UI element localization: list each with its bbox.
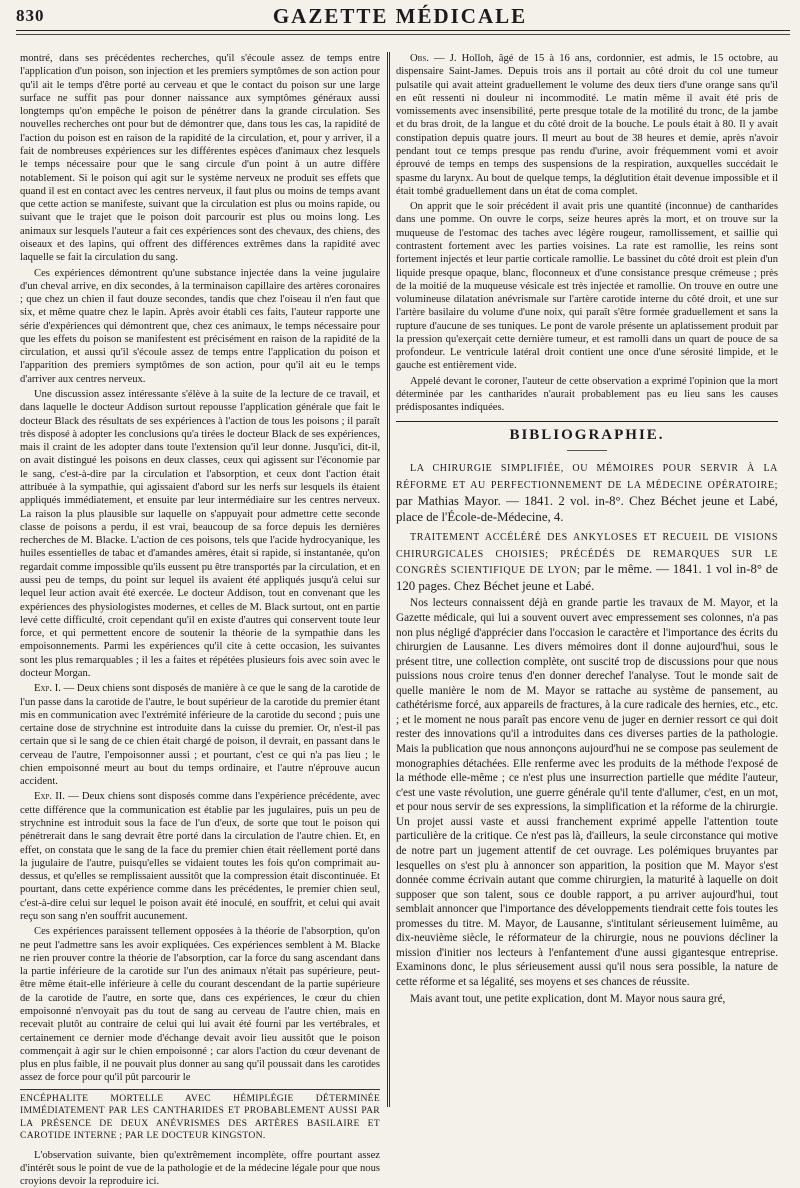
observation-text: — J. Holloh, âgé de 15 à 16 ans, cordonnier, est admis, le 15 octobre, au dispensaire Saint-James. Depuis trois ans il portait au côté droit du col une tumeur pulsatile qui avait atteint graduellement le volume des deux tiers d'une orange sans qu'il en eût ressenti ni douleur ni incommodité. Le matin même il avait été pris de vomissements avec insensibilité, perte presque totale de la motilité du tronc, de la jambe et du bras droit, de la langue et du côté droit de la bouche. Le pouls était à 80. Il y avait constipation depuis quatre jours. Il meurt au bout de 38 heures et demie, après n'avoir pendant tout ce temps presque pas rendu d'urine, avoir fréquemment vomi et avoir éprouvé de temps en temps des suspensions de la respiration, auxquelles succédait le spasme du larynx. Au bout de quelque temps, la déglutition était devenue impossible et il était tombé graduellement dans un état de coma complet. — [396, 53, 778, 197]
page-number: 830 — [16, 6, 45, 25]
bibliography-entry — [396, 528, 778, 595]
bibliography-entry — [396, 459, 778, 526]
review-text — [396, 596, 778, 1006]
experiment-one — [20, 682, 380, 788]
title-underline — [567, 450, 607, 451]
body-paragraph: L'observation suivante, bien qu'extrêmement incomplète, offre pourtant assez d'intérêt sous le point de vue de la pathologie et de la médecine légale pour que nous croyions devoir la reproduire ici. — [20, 1149, 380, 1188]
body-paragraph: Une discussion assez intéressante s'élève à la suite de la lecture de ce travail, et dans laquelle le docteur Addison surtout repousse l'application générale que fait le docteur Black des résultats de ses expériences à l'action de tous les poisons ; il paraît très disposé à adopter les conclusions qu'a tirées le docteur Black de ses expériences, mais il craint de les adopter dans toute l'extension qu'il leur donne. Jusqu'ici, dit-il, on avait distingué les poisons en deux classes, ceux qui agissent sur l'économie par le sang, c'est-à-dire par la circulation et l'absorption, et ceux dont l'action était attribuée à la sympathie, qui agissaient d'abord sur les nerfs sur lesquels ils étaient appliqués immédiatement, et ensuite par leur intermédiaire sur les centres nerveux. La raison la plus plausible sur laquelle on s'appuyait pour admettre cette seconde classe de poisons a perdu, il est vrai, beaucoup de sa force depuis les dernières recherches de M. Blacke. L'action de ces poisons, tels que l'acide hydrocyanique, les huiles essentielles de tabac et d'amandes amères, était si rapide, si instantanée, qu'on regardait comme impossible qu'ils eussent pu être transportés par la circulation, et en aussi peu de temps, du point sur lequel ils avaient été appliqués jusqu'à celui sur lequel leur action avait été exercée. Le docteur Addison, tout en convenant que les expériences des physiologistes modernes, et celles de M. Black surtout, ont en partie levé cette difficulté, croit cependant qu'il en existe d'autres qui conservent toute leur force, et qui permettent encore de soutenir la théorie de la sympathie dans les empoisonnements. Parmi les expériences qu'il cite à cette occasion, les suivantes sont les plus remarquables ; il les a faites et répétées plusieurs fois avec soin avec le docteur Morgan. — [20, 389, 380, 679]
entry-details: par le même. — 1841. 1 vol in-8° de 120 pages. Chez Béchet jeune et Labé. — [396, 562, 778, 593]
observation-label: Obs. — [410, 53, 429, 64]
experiment-label: Exp. I. — [34, 683, 61, 695]
entry-title: TRAITEMENT ACCÉLÉRÉ DES ANKYLOSES ET RECUEIL DE VISIONS CHIRURGICALES CHOISIES; PRÉCÉDÉS DE REMARQUES SUR LE CONGRÈS SCIENTIFIQUE DE LYON; — [396, 531, 778, 577]
body-paragraph: Nos lecteurs connaissent déjà en grande partie les travaux de M. Mayor, et la Gazette médicale, qui lui a souvent ouvert avec empressement ses colonnes, n'a pas non plus négligé d'apprécier dans l'occasion le caractère et l'importance des écrits du chirurgien de Lausanne. Les divers mémoires dont il donne aujourd'hui, sous le présent titre, une collection complète, ont suscité trop de discussions pour que nous puissions nous croire tenus d'en donner derechef l'analyse. Tout le monde sait de quelle manière le nom de M. Mayor se rattache au système de pansement, au cathétérisme forcé, aux appareils de fractures, à la cure radicale des hernies, etc., etc. ; et le moment ne nous paraît pas encore venu de juger en dernier ressort ce qui doit rester des innovations qu'il a introduites dans ces diverses parties de la pathologie. Mais la publication que nous annonçons aujourd'hui ne se compose pas seulement de monographies détachées. Elle renferme avec les produits de la méthode l'exposé de la méthode elle-même ; ce n'est plus une insurrection partielle que médite l'auteur, c'est une vaste révolution, une guerre générale qu'il tente d'allumer, c'est, en un mot, et pour nous servir de ses expressions, la simplification et la réforme de la chirurgie. Un projet aussi vaste et aussi franchement exprimé appelle l'attention toute particulière de la critique. Ce n'est pas là, d'ailleurs, la seule circonstance qui motive de notre part un jugement attentif de cet ouvrage. Les polémiques bruyantes par lesquelles on s'est plu à annoncer son apparition, la position que M. Mayor s'est donnée comme écrivain autant que comme chirurgien, la maturité à laquelle on doit supposer que son talent, sous ce double rapport, a pu arriver aujourd'hui, tout semblait annoncer que l'importance des développements tiendrait cette fois toutes les promesses du titre. M. Mayor, de Lausanne, s'intitulant sérieusement luimême, au dix-neuvième siècle, le réformateur de la chirurgie, nous ne pouvions décliner la mission d'initier nos lecteurs à l'enfantement d'une aussi gigantesque entreprise. Examinons donc, le plus sérieusement aussi qu'il nous sera possible, la nature de cette réforme et sa légalité, ses moyens et ses chances de réussite. — [396, 597, 778, 989]
experiment-text: — Deux chiens sont disposés de manière à ce que le sang de la carotide de l'un passe dans la carotide de l'autre, le bout supérieur de la carotide du premier étant mis en communication avec l'extrémité inférieure de la carotide du second ; puis une certaine dose de strychnine est introduite dans la cuisse du premier. Or, n'est-il pas certain que si le sang de ce chien était chargé de poison, il devrait, en passant dans le cerveau de l'autre, l'empoisonner aussi ; et pourtant, c'est ce qui n'a pas lieu ; le chien empoisonné meurt au bout du temps ordinaire, et l'autre n'éprouve aucun accident. — [20, 683, 380, 788]
experiment-label: Exp. II. — [34, 791, 65, 803]
column-divider — [387, 52, 390, 1107]
section-rule — [396, 421, 778, 422]
journal-title: GAZETTE MÉDICALE — [272, 4, 528, 28]
experiment-two — [20, 790, 380, 923]
body-paragraph: Appelé devant le coroner, l'auteur de cette observation a exprimé l'opinion que la mort déterminée par les cantharides n'aurait probablement pas eu lieu sans les causes prédisposantes indiquées. — [396, 375, 778, 414]
body-paragraph: Ces expériences paraissent tellement opposées à la théorie de l'absorption, qu'on ne peut l'admettre sans les avoir expliquées. Ces expériences semblent à M. Blacke ne rien prouver contre la théorie de l'absorption, car la force du sang ascendant dans la partie inférieure de la carotide sur l'un des animaux n'était pas supérieure, peut-être même était-elle inférieure à celle du courant descendant de la partie supérieure de la carotide de l'autre, en sorte que, dans ces expériences, le cœur du chien empoisonné n'envoyait pas du tout de sang au cerveau de l'autre chien, mais en recevait plutôt au contraire de celui qui lui avait été fourni par les vertébrales, et certainement ce dernier mode d'échange devait avoir lieu aussitôt que le poison commençait à agir sur le chien empoisonné ; car alors l'action du cœur devenant de plus en plus faible, il ne pouvait plus donner au sang qu'il poussait dans les carotides assez de force pour qu'il pût parcourir le — [20, 926, 380, 1084]
entry-title: LA CHIRURGIE SIMPLIFIÉE, OU MÉMOIRES POUR SERVIR À LA RÉFORME ET AU PERFECTIONNEMENT DE LA MÉDECINE OPÉRATOIRE; — [396, 463, 778, 492]
section-heading: ENCÉPHALITE MORTELLE AVEC HÉMIPLÉGIE DÉTERMINÉE IMMÉDIATEMENT PAR LES CANTHARIDES ET PROBABLEMENT AUSSI PAR LA PRÉSENCE DE DEUX ANÉVRISMES DES ARTÈRES BASILAIRE ET CAROTIDE INTERNE ; PAR LE DOCTEUR KINGSTON. — [20, 1089, 380, 1143]
body-paragraph: Ces expériences démontrent qu'une substance injectée dans la veine jugulaire d'un cheval arrive, en dix secondes, à la terminaison capillaire des artères coronaires ; que chez un chien il faut douze secondes, tandis que chez l'oiseau il n'en faut que six, et même quatre chez le lapin. Après avoir établi ces faits, l'auteur rapporte une série d'expériences qui démontrent que, chez ces animaux, le temps nécessaire pour que les effets du poison se manifestent est précisément en raison de la rapidité de la circulation, et aussi qu'il s'écoule assez de temps entre l'application du poison et l'apparition des premiers symptômes de son action, pour qu'il ait eu le temps d'arriver aux centres nerveux. — [20, 267, 380, 385]
body-paragraph: On apprit que le soir précédent il avait pris une quantité (inconnue) de cantharides dans une pomme. On ouvre le corps, seize heures après la mort, et on trouve sur la muqueuse de l'estomac des taches avec légère rougeur, ramollissement, et saillie qui contrastent fortement avec les parties voisines. La rate est ramollie, les reins sont fortement injectés et leur partie corticale ramollie. Le bassinet du côté droit est plein d'un liquide presque opaque, blanc, floconneux et d'une consistance presque crémeuse ; près de la moitié de la muqueuse vésicale est très injectée et ramollie. On trouve en outre une volumineuse dilatation anévrismale sur l'artère carotide interne du côté droit, et une sur l'artère basilaire du volume d'une noix, qui paraît s'être formée graduellement et sans la rupture d'aucune de ses tuniques. Le pont de varole présente un aplatissement produit par la pression qu'exerçait cette dernière tumeur, et est ramolli dans un quart de pouce de sa profondeur. Le ventricule latéral droit contient une once d'une sérosité limpide, et le gauche est entièrement vide. — [396, 201, 778, 372]
body-paragraph: Mais avant tout, une petite explication, dont M. Mayor nous saura gré, — [410, 992, 726, 1005]
right-column — [396, 52, 778, 1112]
left-column — [20, 52, 380, 1188]
header-rule — [16, 30, 790, 35]
bibliography-title: BIBLIOGRAPHIE. — [509, 426, 665, 443]
body-paragraph: montré, dans ses précédentes recherches, qu'il s'écoule assez de temps entre l'application d'un poison, son injection et les premiers symptômes de son action pour qu'il ait le temps d'être porté au cerveau et que le contact du poison sur une large surface ne suffit pas pour donner naissance aux symptômes généraux aussi longtemps qu'on empêche le poison de pénétrer dans la grande circulation. Ses nouvelles recherches ont pour but de démontrer que, dans tous les cas, la rapidité de l'action du poison est en raison de la rapidité de la circulation, et, pour y arriver, il a fait de nombreuses expériences sur les différentes espèces d'animaux chez lesquels le temps nécessaire pour que le sang circule d'un point à un autre diffère notablement. Si le poison qui agit sur le système nerveux ne produit ses effets que quand il est en contact avec les centres nerveux, il faut plus ou moins de temps avant que cette action se manifeste, suivant que la circulation est plus ou moins rapide, ou suivant que le trajet que le poison doit parcourir est plus ou moins long. Les animaux sur lesquels l'auteur a fait ces expériences sont des chevaux, des chiens, des oiseaux et des lapins, qui offrent des différences extrêmes dans la rapidité avec laquelle se fait la circulation du sang. — [20, 53, 380, 264]
experiment-text: — Deux chiens sont disposés comme dans l'expérience précédente, avec cette différence que la communication est établie par les jugulaires, puis un peu de strychnine est introduit sous la face de l'un d'eux, de sorte que tout le poison qui pénétrerait dans le sang devrait être porté dans la circulation de l'autre chien. Et, en effet, on constata que le sang de la face du premier chien était réellement porté dans la jugulaire de l'autre, puisqu'elles se vidaient toutes les fois qu'on comprimait au-dessus, et qu'elles se remplissaient aussitôt que la compression était discontinuée. Et pourtant, dans cette expérience comme dans les précédentes, le premier chien seul, c'est-à-dire celui sur lequel le poison avait été inoculé, en souffrit, et celui qui avait reçu son sang n'en souffrit aucunement. — [20, 791, 380, 922]
entry-details: par Mathias Mayor. — 1841. 2 vol. in-8°. Chez Béchet jeune et Labé, place de l'École-de-Médecine, 4. — [396, 493, 778, 525]
observation-paragraph — [396, 52, 778, 198]
